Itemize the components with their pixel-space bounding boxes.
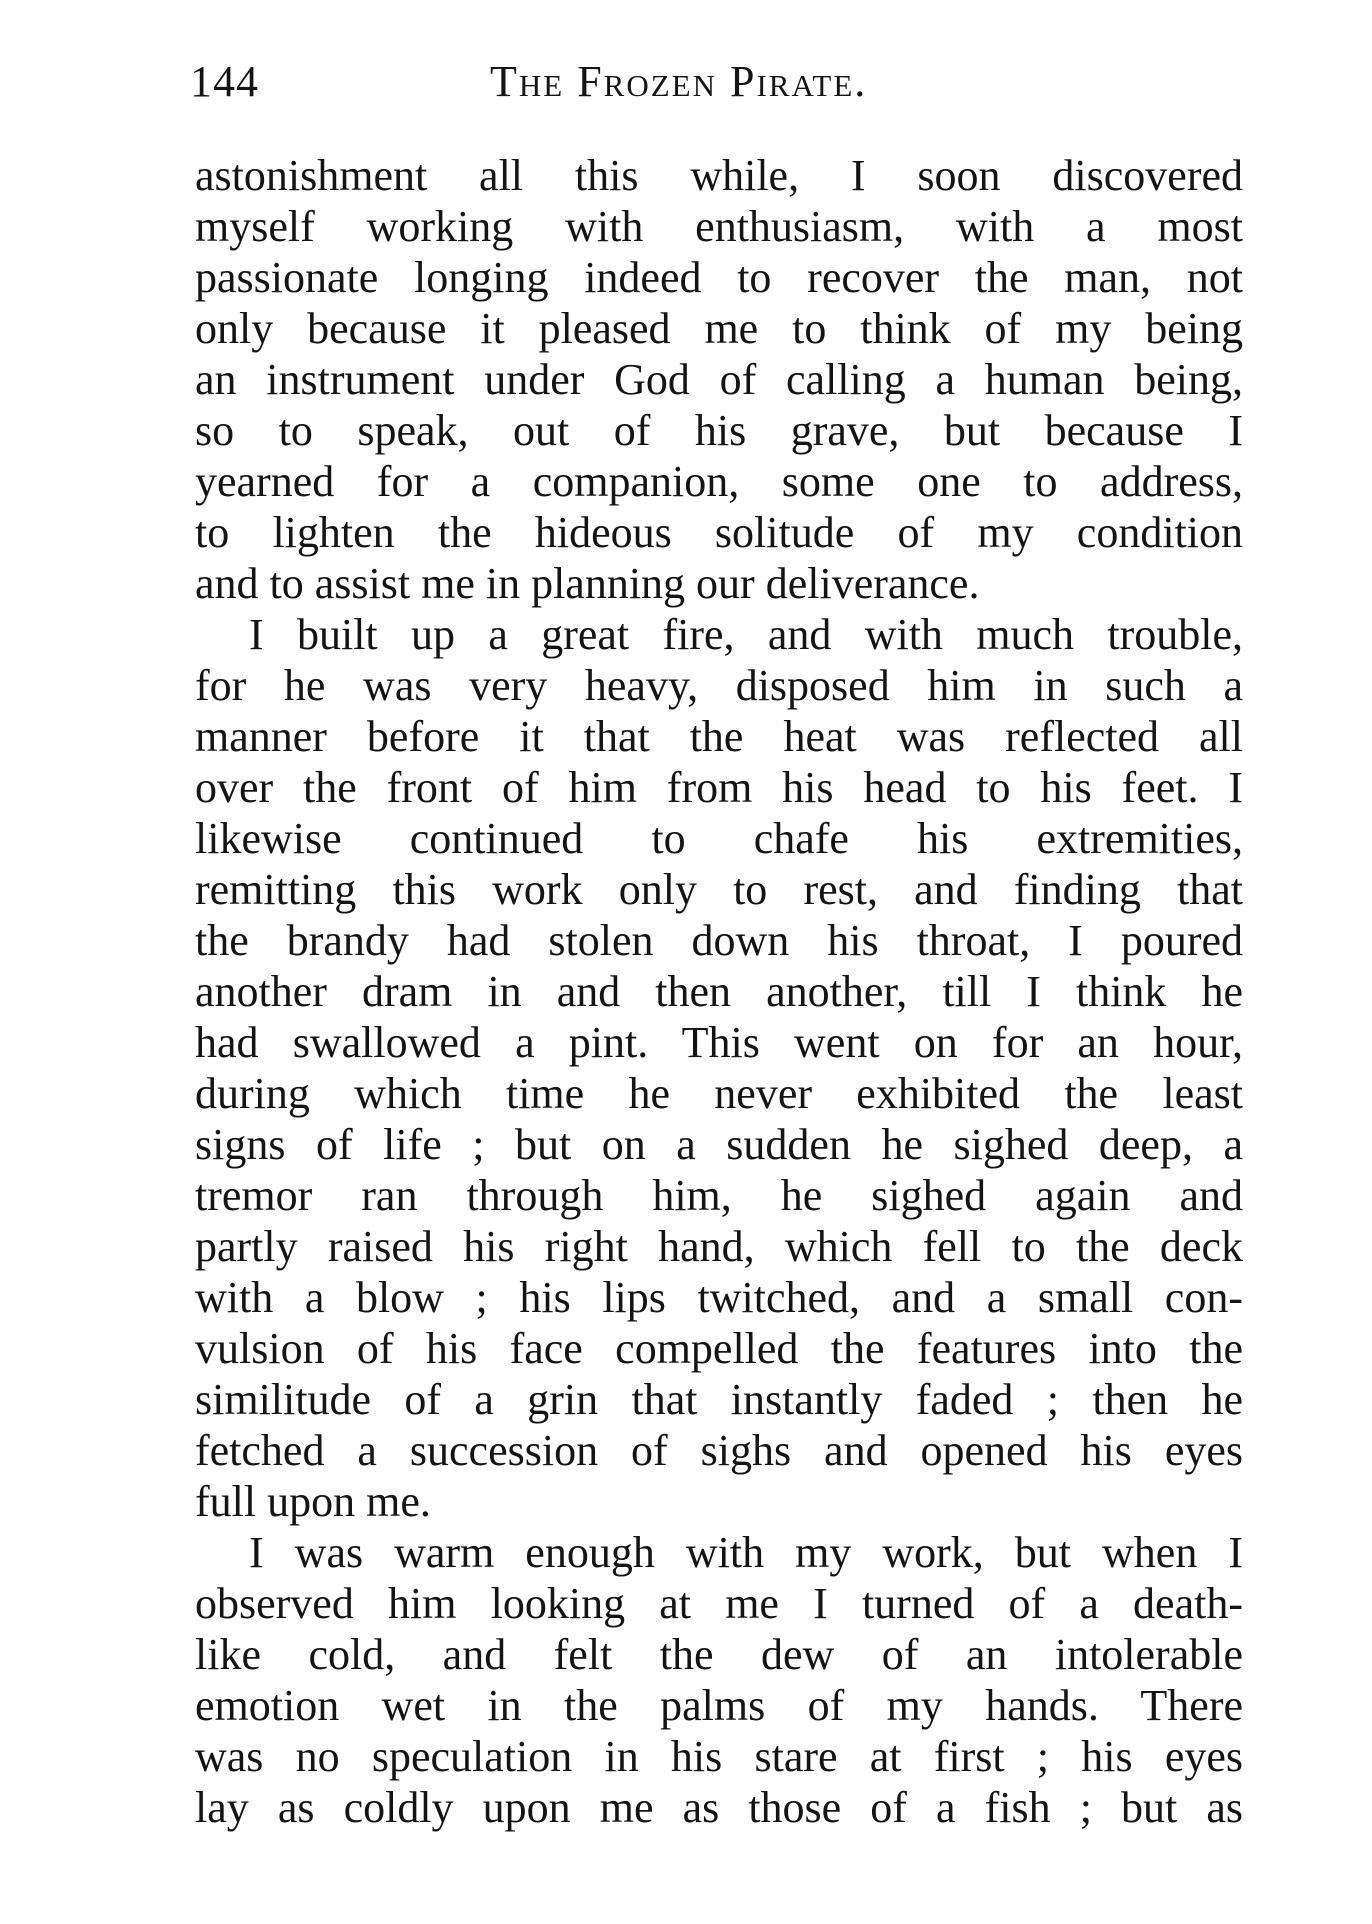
text-line: like cold, and felt the dew of an intolerable [195,1630,1243,1679]
text-line: so to speak, out of his grave, but because I [195,406,1243,455]
text-line: and to assist me in planning our deliverance. [195,559,980,608]
text-line: remitting this work only to rest, and finding that [195,865,1243,914]
page-header [190,48,1250,118]
text-line: manner before it that the heat was reflected all [195,712,1243,761]
text-line: likewise continued to chafe his extremities, [195,814,1243,863]
text-line: passionate longing indeed to recover the man, not [195,253,1243,302]
text-line: signs of life ; but on a sudden he sighed deep, a [195,1120,1243,1169]
text-line: observed him looking at me I turned of a death- [195,1579,1243,1628]
text-line: astonishment all this while, I soon discovered [195,151,1243,200]
text-line: similitude of a grin that instantly faded ; then he [195,1375,1243,1424]
text-line: yearned for a companion, some one to address, [195,457,1243,506]
text-line: over the front of him from his head to his feet. I [195,763,1243,812]
text-line: an instrument under God of calling a human being, [195,355,1243,404]
text-line: I built up a great fire, and with much trouble, [249,610,1243,659]
running-title: The Frozen Pirate. [490,57,868,106]
text-line: was no speculation in his stare at first ; his eyes [195,1732,1243,1781]
text-line: another dram in and then another, till I think he [195,967,1243,1016]
text-line: tremor ran through him, he sighed again and [195,1171,1243,1220]
page-number: 144 [190,57,259,106]
text-line: myself working with enthusiasm, with a most [195,202,1243,251]
body-text [195,150,1243,1833]
text-line: the brandy had stolen down his throat, I poured [195,916,1243,965]
paragraph [195,609,1243,1527]
paragraph [195,1527,1243,1833]
text-line: fetched a succession of sighs and opened his eyes [195,1426,1243,1475]
text-line: to lighten the hideous solitude of my condition [195,508,1243,557]
text-line: during which time he never exhibited the least [195,1069,1243,1118]
text-line: lay as coldly upon me as those of a fish ; but as [195,1783,1243,1832]
text-line: had swallowed a pint. This went on for an hour, [195,1018,1243,1067]
text-line: full upon me. [195,1477,431,1526]
paragraph [195,150,1243,609]
text-line: emotion wet in the palms of my hands. There [195,1681,1243,1730]
text-line: with a blow ; his lips twitched, and a small con- [195,1273,1243,1322]
text-line: only because it pleased me to think of my being [195,304,1243,353]
text-line: partly raised his right hand, which fell to the deck [195,1222,1243,1271]
text-line: I was warm enough with my work, but when I [249,1528,1243,1577]
text-line: for he was very heavy, disposed him in such a [195,661,1243,710]
text-line: vulsion of his face compelled the features into the [195,1324,1243,1373]
